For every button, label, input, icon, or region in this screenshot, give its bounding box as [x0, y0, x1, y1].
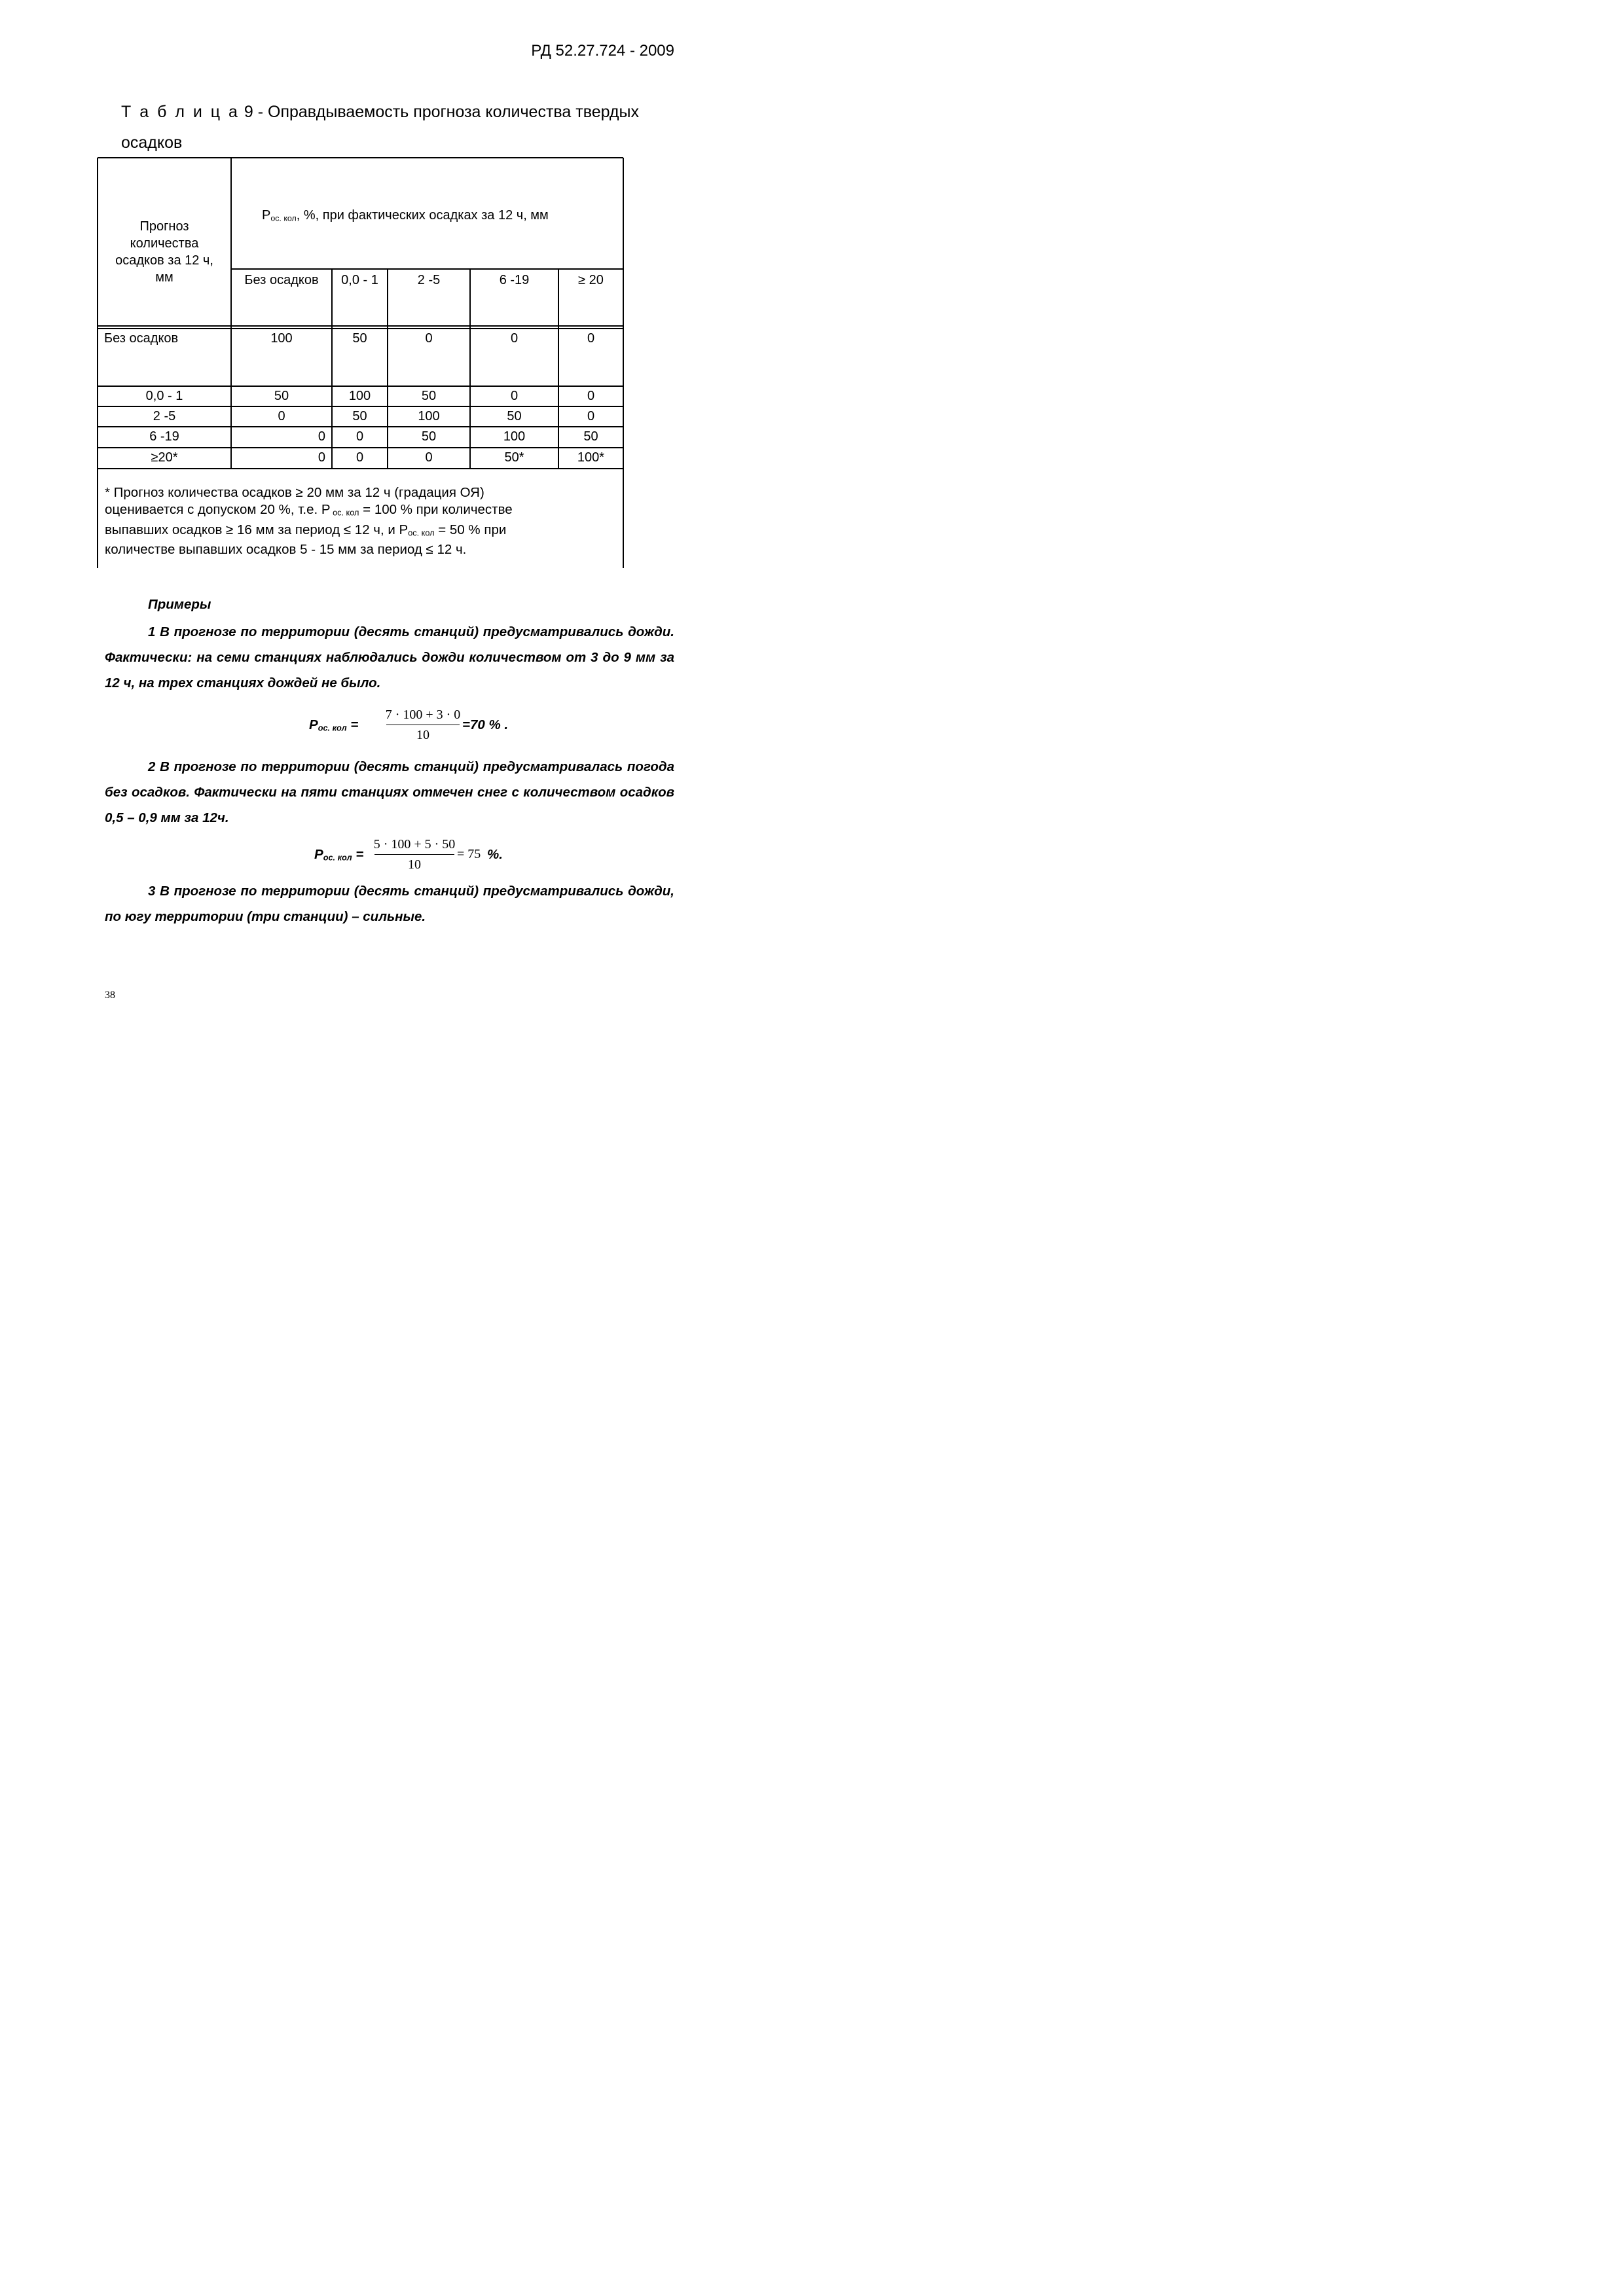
footnote-line: количестве выпавших осадков 5 - 15 мм за период ≤ 12 ч. — [105, 542, 467, 558]
formula-2-lhs — [314, 847, 363, 863]
fraction-bar — [374, 854, 454, 855]
formula-2-denominator: 10 — [408, 857, 421, 872]
formula-1-result: =70 % . — [462, 717, 509, 732]
table-cell: 0 — [318, 429, 325, 444]
row-label: ≥20* — [151, 450, 178, 465]
footnote-line — [105, 522, 615, 542]
table-cell: 0 — [510, 331, 519, 346]
table-cell: 0 — [587, 331, 595, 346]
footnote-text: оценивается с допуском 20 %, т.е. P — [105, 502, 331, 517]
formula-2-unit: %. — [487, 847, 503, 862]
table-cell: 50* — [504, 450, 524, 465]
equals-sign: = — [352, 847, 364, 862]
table-cell: 50 — [274, 389, 289, 403]
page-number: 38 — [105, 990, 115, 1001]
table-cell: 0 — [425, 331, 433, 346]
p-subscript: ос. кол — [318, 723, 347, 733]
caption-title: 9 - Оправдываемость прогноза количества твердых — [239, 103, 639, 121]
caption-title-line2: осадков — [121, 134, 183, 152]
p-symbol: P — [314, 847, 323, 862]
row-label: 0,0 - 1 — [145, 389, 183, 403]
table-footnote — [105, 484, 615, 558]
footnote-line: * Прогноз количества осадков ≥ 20 мм за 12 ч (градация ОЯ) — [105, 485, 484, 500]
table-cell: 0 — [356, 429, 364, 444]
p-subscript: ос. кол — [408, 528, 435, 538]
row-header-line: осадков за 12 ч, — [115, 253, 213, 268]
table-cell: 100 — [503, 429, 526, 444]
row-header-line: мм — [155, 270, 173, 285]
column-group-header — [262, 208, 615, 225]
table-cell: 0 — [425, 450, 433, 465]
row-label: Без осадков — [104, 331, 179, 346]
table-cell: 50 — [583, 429, 598, 444]
footnote-text: = 100 % при количестве — [359, 502, 513, 517]
footnote-text: выпавших осадков ≥ 16 мм за период ≤ 12 ч, и P — [105, 522, 409, 537]
footnote-text: = 50 % при — [434, 522, 507, 537]
table-cell: 0 — [587, 409, 595, 423]
p-subscript: ос. кол — [330, 507, 359, 518]
table-cell: 50 — [507, 409, 522, 423]
row-label: 2 -5 — [153, 409, 176, 423]
table-cell: 0 — [356, 450, 364, 465]
column-header: 2 -5 — [417, 273, 441, 287]
example-2-text: 2 В прогнозе по территории (десять станций) предусматривалась погода без осадков. Фактически на пяти станциях отмечен снег с количеством осадков 0,5 – 0,9 мм за 12ч. — [105, 759, 674, 825]
table-cell: 0 — [587, 389, 595, 403]
row-header-cell — [99, 218, 230, 286]
column-header: 6 -19 — [499, 273, 530, 287]
table-cell: 0 — [318, 450, 325, 465]
table-cell: 50 — [421, 389, 437, 403]
column-header: 0,0 - 1 — [341, 273, 378, 287]
formula-1-denominator: 10 — [416, 728, 429, 742]
row-header-line: Прогноз — [139, 219, 189, 234]
example-3-text: 3 В прогнозе по территории (десять станций) предусматривались дожди, по югу территории (три станции) – сильные. — [105, 884, 674, 924]
example-1-text: 1 В прогнозе по территории (десять станций) предусматривались дожди. Фактически: на семи станциях наблюдались дожди количеством от 3 до 9 мм за 12 ч, на трех станциях дождей не было. — [105, 624, 674, 691]
table-cell: 100 — [418, 409, 440, 423]
row-label: 6 -19 — [149, 429, 179, 444]
p-subscript: ос. кол — [323, 852, 352, 863]
document-number: РД 52.27.724 - 2009 — [531, 42, 674, 60]
table-cell: 50 — [421, 429, 437, 444]
p-symbol: P — [309, 717, 318, 732]
equals-sign: = — [346, 717, 359, 732]
table-cell: 100 — [348, 389, 371, 403]
table-cell: 50 — [352, 331, 367, 346]
table-cell: 50 — [352, 409, 367, 423]
table-cell: 100 — [270, 331, 293, 346]
table-cell: 0 — [278, 409, 285, 423]
table-cell: 100* — [577, 450, 605, 465]
p-subscript: ос. кол — [270, 213, 297, 223]
formula-2-result: = 75 — [457, 847, 481, 861]
table-cell: 0 — [510, 389, 519, 403]
formula-2-numerator: 5 · 100 + 5 · 50 — [373, 837, 456, 852]
p-symbol: P — [262, 208, 271, 223]
column-header: Без осадков — [244, 273, 319, 287]
row-header-line: количества — [130, 236, 199, 251]
footnote-line — [105, 501, 615, 522]
column-group-text: , %, при фактических осадках за 12 ч, мм — [296, 208, 549, 223]
column-header: ≥ 20 — [578, 273, 604, 287]
formula-1-lhs — [309, 717, 358, 733]
caption-prefix: Т а б л и ц а — [121, 103, 240, 121]
examples-title: Примеры — [148, 597, 211, 612]
formula-1-numerator: 7 · 100 + 3 · 0 — [385, 708, 461, 722]
